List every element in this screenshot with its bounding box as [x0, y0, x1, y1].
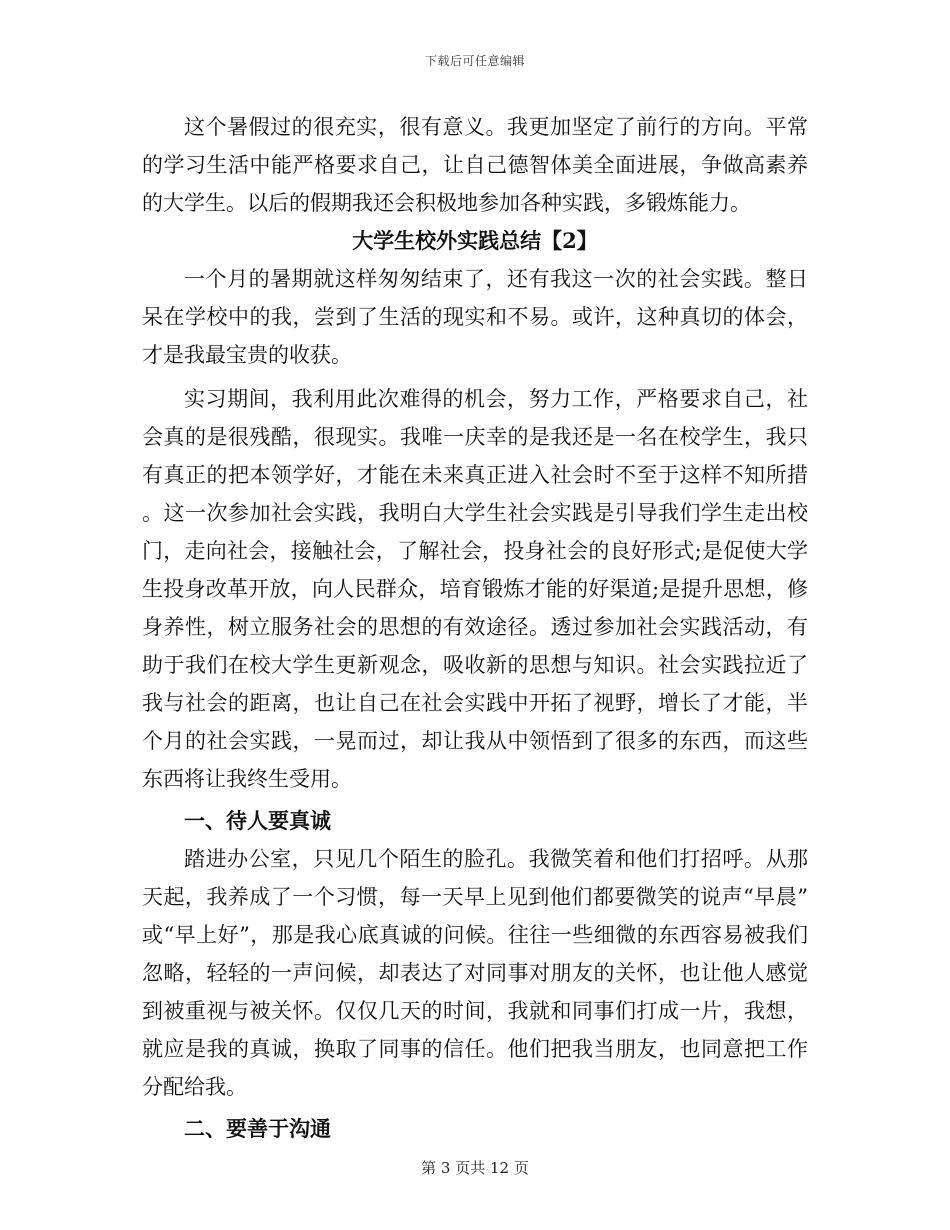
intro-paragraph: 这个暑假过的很充实，很有意义。我更加坚定了前行的方向。平常的学习生活中能严格要求自己，让自己德智体美全面进展，争做高素养的大学生。以后的假期我还会积极地参加各种实践，多锻炼能力。 [142, 115, 808, 215]
section-title: 大学生校外实践总结【2】 [352, 228, 598, 253]
page-number-footer: 第 3 页共 12 页 [421, 1159, 529, 1177]
body-paragraph-1: 一个月的暑期就这样匆匆结束了，还有我这一次的社会实践。整日呆在学校中的我，尝到了生活的现实和不易。或许，这种真切的体会，才是我最宝贵的收获。 [142, 267, 808, 367]
subsection-heading-1: 一、待人要真诚 [184, 808, 331, 833]
page-header: 下载后可任意编辑 [424, 54, 525, 68]
body-paragraph-3: 踏进办公室，只见几个陌生的脸孔。我微笑着和他们打招呼。从那天起，我养成了一个习惯，每一天早上见到他们都要微笑的说声“早晨”或“早上好”，那是我心底真诚的问候。往往一些细微的东西容易被我们忽略，轻轻的一声问候，却表达了对同事对朋友的关怀，也让他人感觉到被重视与被关怀。仅仅几天的时间，我就和同事们打成一片，我想，就应是我的真诚，换取了同事的信任。他们把我当朋友，也同意把工作分配给我。 [142, 847, 808, 1099]
subsection-heading-2: 二、要善于沟通 [184, 1116, 331, 1141]
document-body [142, 108, 808, 1148]
body-paragraph-2: 实习期间，我利用此次难得的机会，努力工作，严格要求自己，社会真的是很残酷，很现实。我唯一庆幸的是我还是一名在校学生，我只有真正的把本领学好，才能在未来真正进入社会时不至于这样不知所措。这一次参加社会实践，我明白大学生社会实践是引导我们学生走出校门，走向社会，接触社会，了解社会，投身社会的良好形式;是促使大学生投身改革开放，向人民群众，培育锻炼才能的好渠道;是提升思想，修身养性，树立服务社会的思想的有效途径。透过参加社会实践活动，有助于我们在校大学生更新观念，吸收新的思想与知识。社会实践拉近了我与社会的距离，也让自己在社会实践中开拓了视野，增长了才能，半个月的社会实践，一晃而过，却让我从中领悟到了很多的东西，而这些东西将让我终生受用。 [142, 387, 808, 791]
